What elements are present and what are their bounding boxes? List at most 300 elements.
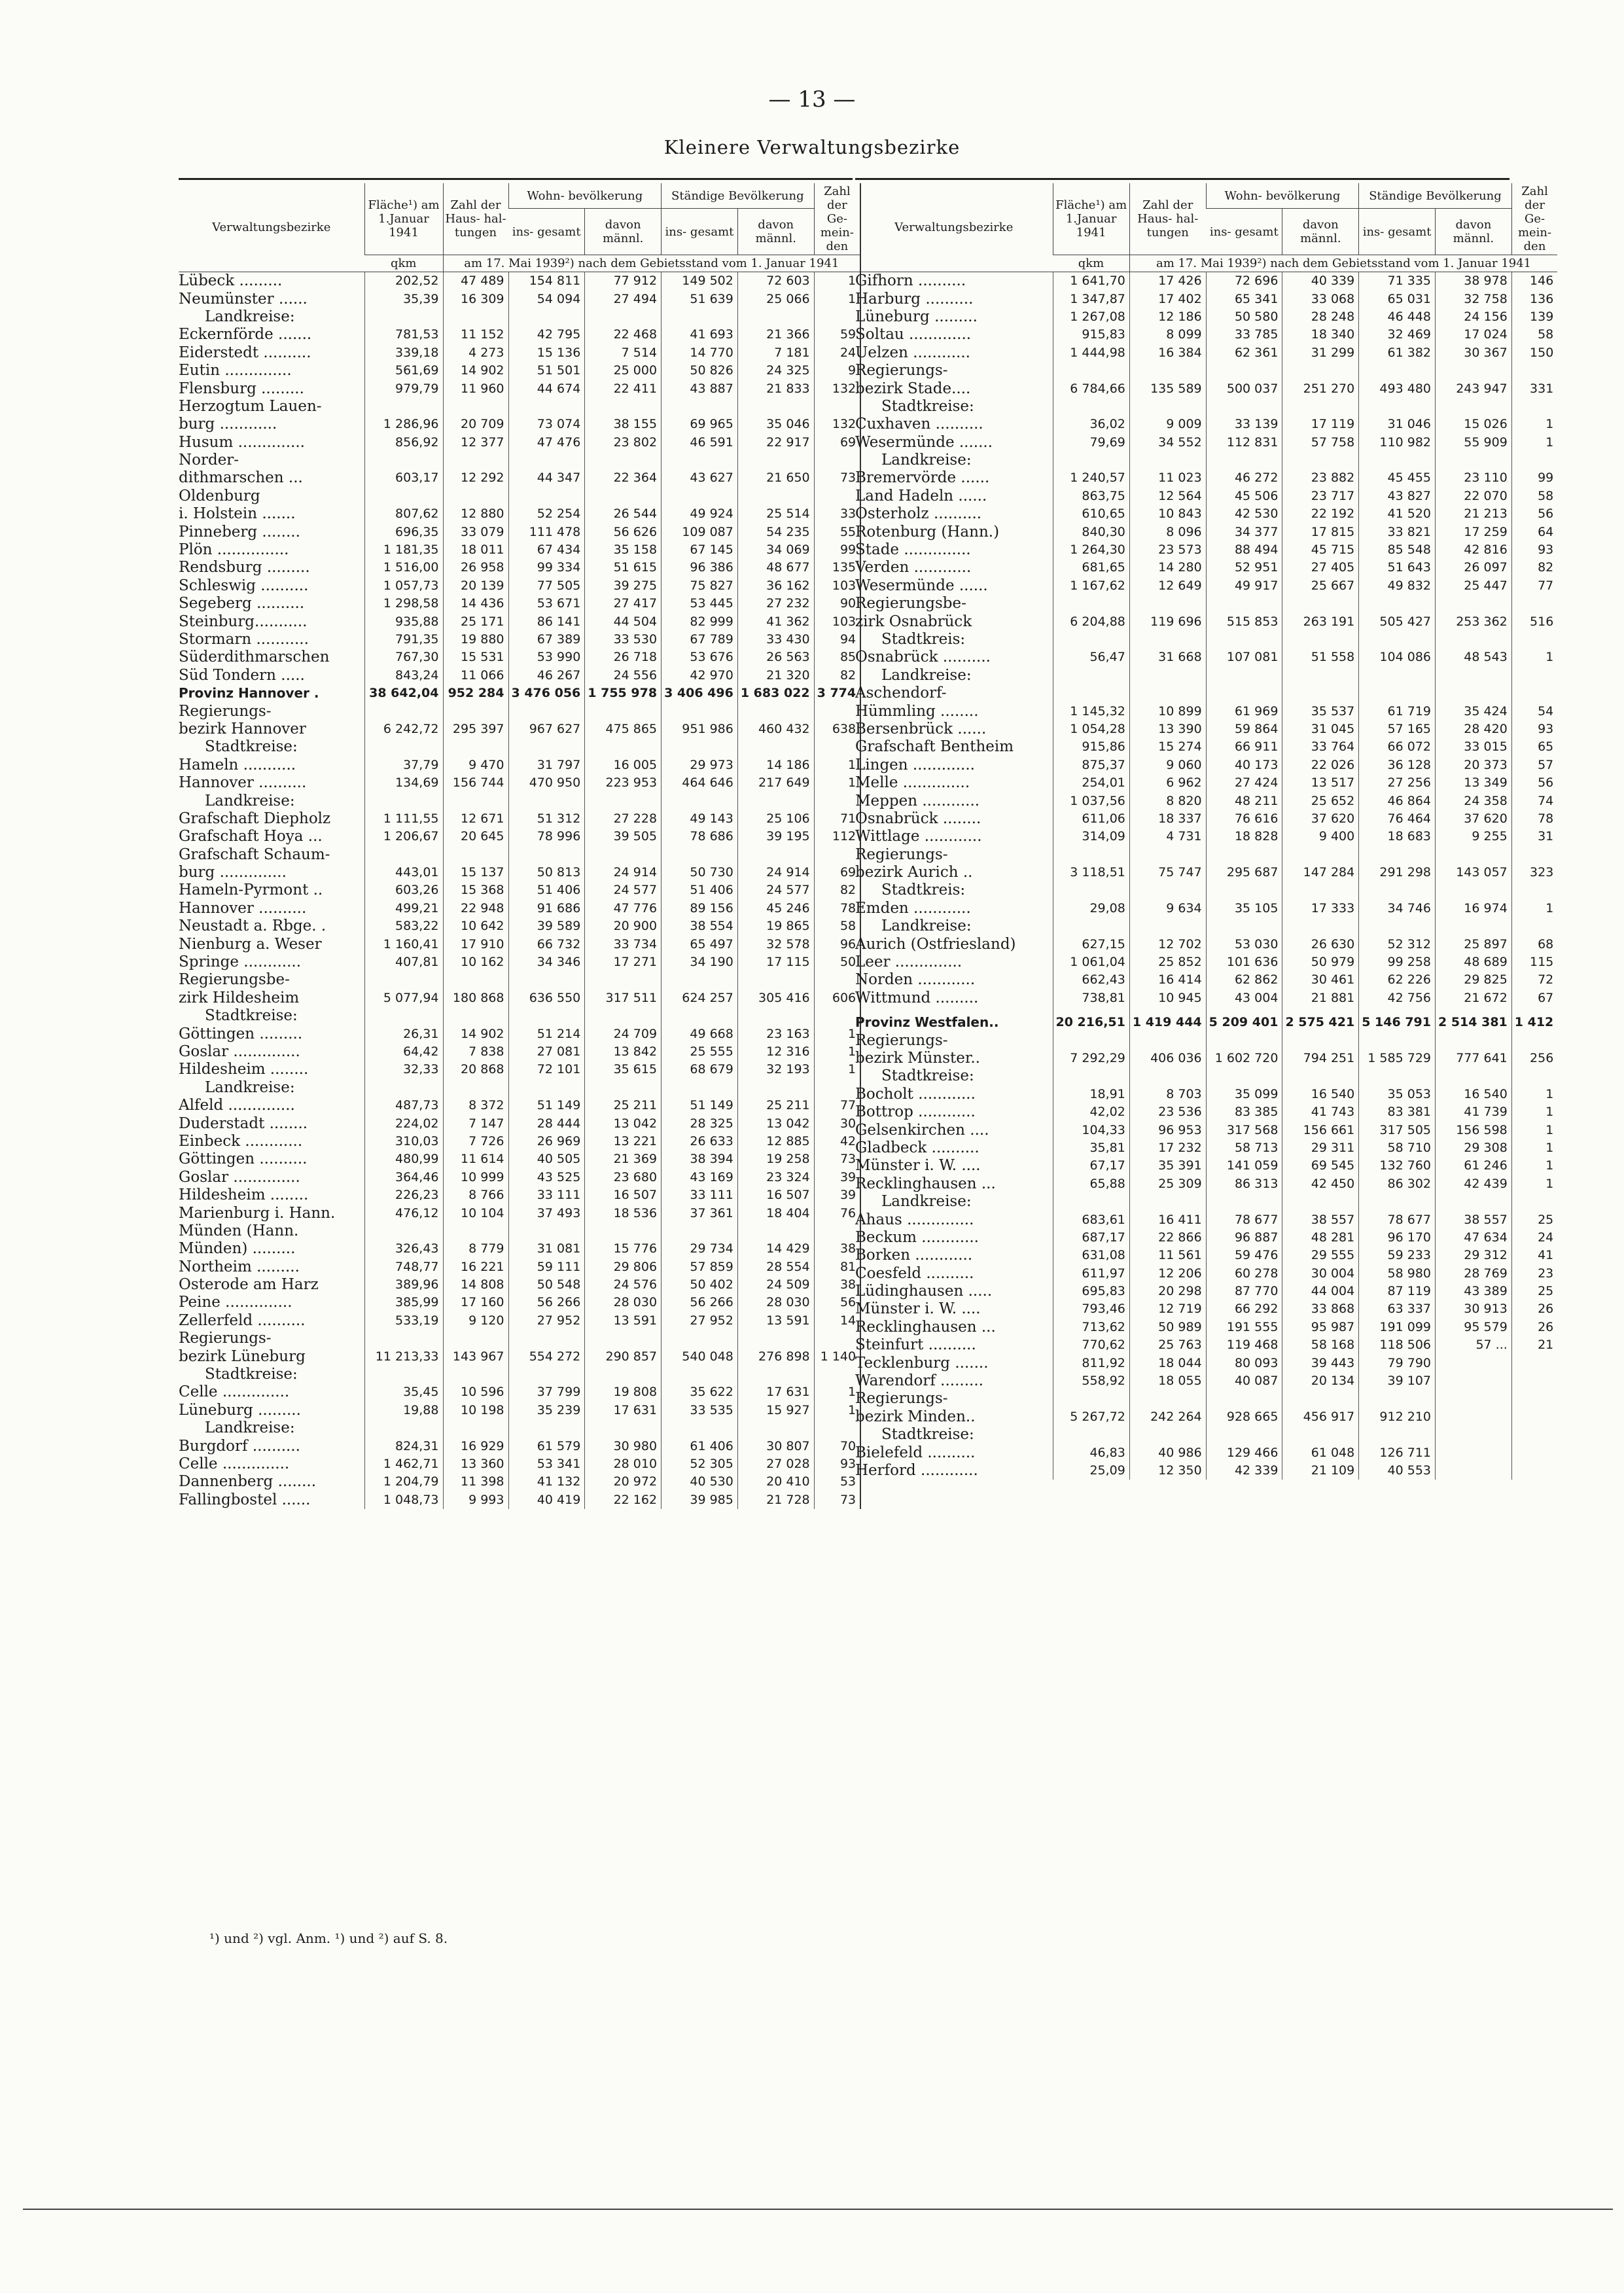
value-cell	[662, 1366, 738, 1383]
table-row	[855, 720, 1557, 738]
value-cell	[1129, 846, 1206, 864]
value-cell: 104 086	[1359, 649, 1436, 666]
district-name: Bottrop ............	[855, 1103, 976, 1121]
value-cell: 26 969	[508, 1133, 585, 1150]
value-cell: 30 461	[1282, 971, 1359, 989]
table-row	[855, 1103, 1557, 1121]
value-cell: 14 429	[737, 1240, 814, 1258]
value-cell: 44 674	[508, 380, 585, 397]
value-cell: 45 246	[737, 900, 814, 917]
col-header-unit: qkm	[1053, 255, 1129, 272]
value-cell: 8 099	[1129, 326, 1206, 344]
value-cell: 21 881	[1282, 989, 1359, 1007]
value-cell: 13 349	[1436, 774, 1512, 792]
col-header-haushaltungen: Zahl der Haus- hal- tungen	[1129, 183, 1206, 255]
section-heading-row	[179, 1007, 860, 1025]
value-cell: 27 228	[585, 810, 662, 828]
value-cell	[1206, 595, 1282, 613]
value-cell	[443, 398, 508, 416]
section-heading: Stadtkreise:	[205, 1366, 298, 1383]
value-cell: 1 048,73	[364, 1491, 443, 1509]
value-cell: 627,15	[1053, 935, 1129, 953]
value-cell: 32 578	[737, 935, 814, 953]
table-row	[855, 649, 1557, 666]
value-cell: 33 821	[1359, 523, 1436, 541]
table-row	[855, 1336, 1557, 1354]
value-cell	[1359, 595, 1436, 613]
value-cell	[443, 1007, 508, 1025]
value-cell: 3 774	[814, 684, 860, 702]
col-header-davon: davon männl.	[585, 209, 662, 255]
value-cell	[1359, 667, 1436, 684]
value-cell: 24 509	[737, 1276, 814, 1294]
value-cell: 40 986	[1129, 1444, 1206, 1461]
value-cell	[1359, 1193, 1436, 1211]
value-cell: 3 406 496	[662, 684, 738, 702]
value-cell	[443, 1330, 508, 1347]
table-row	[179, 1186, 860, 1204]
value-cell	[1436, 1390, 1512, 1408]
value-cell: 18 828	[1206, 828, 1282, 845]
value-cell: 21 650	[737, 469, 814, 487]
value-cell	[1129, 362, 1206, 380]
value-cell: 32 758	[1436, 290, 1512, 308]
table-row	[179, 1383, 860, 1401]
value-cell: 603,17	[364, 469, 443, 487]
value-cell: 43 887	[662, 380, 738, 397]
value-cell: 20 709	[443, 416, 508, 433]
value-cell: 242 264	[1129, 1408, 1206, 1426]
value-cell	[443, 738, 508, 756]
value-cell	[737, 702, 814, 720]
value-cell: 42 756	[1359, 989, 1436, 1007]
value-cell: 22 026	[1282, 756, 1359, 774]
value-cell	[1511, 1372, 1557, 1390]
value-cell	[662, 1007, 738, 1025]
value-cell: 1 516,00	[364, 559, 443, 577]
value-cell: 12 186	[1129, 308, 1206, 326]
value-cell	[1206, 1031, 1282, 1049]
table-row	[855, 326, 1557, 344]
value-cell: 583,22	[364, 917, 443, 935]
value-cell: 65	[1511, 738, 1557, 756]
district-name: bezirk Lüneburg	[179, 1347, 306, 1365]
district-name: zirk Hildesheim	[179, 989, 300, 1006]
value-cell: 77 505	[508, 577, 585, 595]
table-row	[179, 290, 860, 308]
value-cell: 99	[814, 541, 860, 559]
table-row	[179, 756, 860, 774]
value-cell: 1	[814, 1402, 860, 1419]
value-cell: 1	[1511, 900, 1557, 917]
col-header-staendige: Ständige Bevölkerung	[662, 183, 815, 209]
value-cell: 470 950	[508, 774, 585, 792]
value-cell: 317 505	[1359, 1121, 1436, 1139]
value-cell: 33 139	[1206, 416, 1282, 433]
section-heading-row	[179, 1079, 860, 1097]
value-cell	[1053, 881, 1129, 899]
value-cell: 25 309	[1129, 1175, 1206, 1193]
value-cell: 27 232	[737, 595, 814, 613]
value-cell: 1	[1511, 416, 1557, 433]
district-name: Lüdinghausen .....	[855, 1283, 993, 1300]
value-cell: 9 120	[443, 1312, 508, 1330]
value-cell: 738,81	[1053, 989, 1129, 1007]
value-cell	[1511, 362, 1557, 380]
value-cell: 28 010	[585, 1455, 662, 1473]
value-cell: 611,06	[1053, 810, 1129, 828]
value-cell	[662, 846, 738, 864]
district-name: bezirk Hannover	[179, 720, 306, 738]
value-cell: 54	[1511, 702, 1557, 720]
value-cell: 58	[1511, 488, 1557, 505]
value-cell: 16 384	[1129, 344, 1206, 362]
value-cell	[364, 452, 443, 469]
table-row	[855, 1007, 1557, 1014]
value-cell: 24 577	[737, 881, 814, 899]
district-name: Grafschaft Diepholz	[179, 809, 331, 827]
value-cell: 68	[1511, 935, 1557, 953]
value-cell: 66 911	[1206, 738, 1282, 756]
table-row	[179, 953, 860, 971]
value-cell: 34 377	[1206, 523, 1282, 541]
table-row	[179, 989, 860, 1007]
right-data-table	[855, 183, 1557, 1480]
value-cell	[1359, 917, 1436, 935]
value-cell: 29 312	[1436, 1247, 1512, 1264]
value-cell: 1 641,70	[1053, 272, 1129, 291]
value-cell: 305 416	[737, 989, 814, 1007]
value-cell	[814, 398, 860, 416]
top-rule-left	[179, 178, 853, 180]
value-cell: 82 999	[662, 613, 738, 630]
value-cell: 5 146 791	[1359, 1014, 1436, 1031]
table-row	[855, 505, 1557, 523]
table-row	[855, 792, 1557, 809]
value-cell	[508, 1079, 585, 1097]
section-heading: Landkreise:	[205, 1078, 295, 1096]
section-heading: Regierungs-	[855, 845, 948, 863]
value-cell: 35,81	[1053, 1139, 1129, 1157]
value-cell: 16 974	[1436, 900, 1512, 917]
table-row	[179, 774, 860, 792]
value-cell	[1053, 917, 1129, 935]
section-heading-row	[179, 971, 860, 989]
value-cell	[364, 846, 443, 864]
value-cell: 611,97	[1053, 1264, 1129, 1282]
value-cell: 290 857	[585, 1347, 662, 1365]
section-heading-row	[855, 398, 1557, 416]
value-cell: 34 552	[1129, 434, 1206, 452]
value-cell: 61 048	[1282, 1444, 1359, 1461]
value-cell: 132	[814, 380, 860, 397]
value-cell: 35 391	[1129, 1157, 1206, 1175]
value-cell: 27 028	[737, 1455, 814, 1473]
district-name: Melle ..............	[855, 774, 970, 792]
value-cell	[364, 1330, 443, 1347]
value-cell: 76 616	[1206, 810, 1282, 828]
table-row	[179, 1240, 860, 1258]
value-cell	[1129, 917, 1206, 935]
value-cell: 73	[814, 1150, 860, 1168]
section-heading-row	[855, 846, 1557, 864]
table-row	[855, 488, 1557, 505]
value-cell: 389,96	[364, 1276, 443, 1294]
value-cell: 78 677	[1206, 1211, 1282, 1228]
value-cell: 1 181,35	[364, 541, 443, 559]
value-cell: 1 419 444	[1129, 1014, 1206, 1031]
value-cell	[443, 792, 508, 809]
value-cell	[1053, 398, 1129, 416]
value-cell: 487,73	[364, 1097, 443, 1114]
district-name: Land Hadeln ......	[855, 487, 987, 505]
value-cell: 96 953	[1129, 1121, 1206, 1139]
value-cell	[585, 398, 662, 416]
value-cell: 86 141	[508, 613, 585, 630]
value-cell	[1436, 1408, 1512, 1426]
section-heading: Regierungsbe-	[179, 971, 290, 989]
district-name: Bocholt ............	[855, 1085, 976, 1103]
value-cell: 61 719	[1359, 702, 1436, 720]
table-row	[179, 684, 860, 702]
value-cell: 793,46	[1053, 1300, 1129, 1318]
district-name: Ahaus ..............	[855, 1211, 974, 1228]
value-cell: 687,17	[1053, 1229, 1129, 1247]
value-cell	[1206, 631, 1282, 649]
value-cell: 33 535	[662, 1402, 738, 1419]
value-cell	[1206, 881, 1282, 899]
value-cell: 56 266	[508, 1294, 585, 1311]
value-cell: 456 917	[1282, 1408, 1359, 1426]
district-name: Göttingen ..........	[179, 1150, 308, 1168]
value-cell	[585, 1419, 662, 1437]
value-cell: 50 580	[1206, 308, 1282, 326]
value-cell: 1	[1511, 434, 1557, 452]
value-cell: 75 827	[662, 577, 738, 595]
value-cell: 53 990	[508, 649, 585, 666]
value-cell: 17 119	[1282, 416, 1359, 433]
value-cell: 12 350	[1129, 1462, 1206, 1480]
value-cell: 27 424	[1206, 774, 1282, 792]
table-row	[179, 559, 860, 577]
value-cell: 28 030	[737, 1294, 814, 1311]
value-cell: 40 339	[1282, 272, 1359, 291]
value-cell: 53 671	[508, 595, 585, 613]
value-cell	[662, 738, 738, 756]
col-header-insgesamt: ins- gesamt	[508, 209, 585, 255]
value-cell: 149 502	[662, 272, 738, 291]
value-cell: 1 585 729	[1359, 1050, 1436, 1067]
value-cell: 104,33	[1053, 1121, 1129, 1139]
value-cell: 17 271	[585, 953, 662, 971]
table-row	[179, 344, 860, 362]
value-cell: 74	[1511, 792, 1557, 809]
value-cell: 27 952	[508, 1312, 585, 1330]
value-cell	[662, 792, 738, 809]
value-cell	[1511, 846, 1557, 864]
value-cell	[1359, 846, 1436, 864]
value-cell: 59 233	[1359, 1247, 1436, 1264]
value-cell: 33 734	[585, 935, 662, 953]
district-name: Zellerfeld ..........	[179, 1311, 306, 1329]
value-cell	[364, 1079, 443, 1097]
value-cell	[1436, 846, 1512, 864]
value-cell: 35,39	[364, 290, 443, 308]
value-cell	[1359, 631, 1436, 649]
district-name: Süderdithmarschen	[179, 649, 330, 666]
value-cell: 53 676	[662, 649, 738, 666]
value-cell: 42 816	[1436, 541, 1512, 559]
value-cell	[1282, 1067, 1359, 1085]
value-cell: 14 902	[443, 1025, 508, 1042]
district-name: Wesermünde .......	[855, 433, 993, 451]
value-cell: 18 404	[737, 1204, 814, 1222]
value-cell	[364, 488, 443, 505]
value-cell: 43 627	[662, 469, 738, 487]
value-cell: 34 346	[508, 953, 585, 971]
value-cell	[1206, 917, 1282, 935]
value-cell: 52 305	[662, 1455, 738, 1473]
value-cell: 29 973	[662, 756, 738, 774]
value-cell	[814, 702, 860, 720]
value-cell: 323	[1511, 864, 1557, 881]
value-cell: 48 281	[1282, 1229, 1359, 1247]
value-cell	[443, 1419, 508, 1437]
section-heading-row	[855, 684, 1557, 702]
value-cell: 73	[814, 469, 860, 487]
value-cell: 18 011	[443, 541, 508, 559]
district-name: Leer ..............	[855, 953, 962, 971]
value-cell: 6 242,72	[364, 720, 443, 738]
value-cell: 8 820	[1129, 792, 1206, 809]
value-cell: 28 248	[1282, 308, 1359, 326]
value-cell	[1206, 684, 1282, 702]
value-cell: 156 744	[443, 774, 508, 792]
value-cell: 24 709	[585, 1025, 662, 1042]
col-header-flaeche: Fläche¹) am 1.Januar 1941	[1053, 183, 1129, 255]
value-cell	[1511, 1354, 1557, 1372]
value-cell: 37,79	[364, 756, 443, 774]
district-name: Fallingbostel ......	[179, 1491, 311, 1508]
col-header-insgesamt: ins- gesamt	[1359, 209, 1436, 255]
table-row	[179, 1043, 860, 1061]
value-cell: 21 833	[737, 380, 814, 397]
value-cell: 1	[814, 272, 860, 291]
value-cell: 51 214	[508, 1025, 585, 1042]
value-cell: 135 589	[1129, 380, 1206, 397]
value-cell	[1282, 667, 1359, 684]
value-cell: 31 046	[1359, 416, 1436, 433]
value-cell: 78	[1511, 810, 1557, 828]
value-cell: 62 862	[1206, 971, 1282, 989]
district-name: Wittlage ............	[855, 828, 982, 845]
value-cell: 34 746	[1359, 900, 1436, 917]
value-cell: 27 952	[662, 1312, 738, 1330]
value-cell: 1 160,41	[364, 935, 443, 953]
value-cell: 25 555	[662, 1043, 738, 1061]
value-cell: 1 057,73	[364, 577, 443, 595]
value-cell: 61 579	[508, 1437, 585, 1455]
table-row	[855, 541, 1557, 559]
value-cell: 499,21	[364, 900, 443, 917]
value-cell	[1282, 1007, 1359, 1014]
value-cell	[1206, 1193, 1282, 1211]
value-cell: 39 443	[1282, 1354, 1359, 1372]
value-cell: 33 015	[1436, 738, 1512, 756]
value-cell: 118 506	[1359, 1336, 1436, 1354]
district-name: Husum ..............	[179, 433, 305, 451]
table-row	[855, 272, 1557, 291]
value-cell	[814, 488, 860, 505]
value-cell: 18 536	[585, 1204, 662, 1222]
table-row	[179, 720, 860, 738]
value-cell: 26 097	[1436, 559, 1512, 577]
value-cell	[1436, 631, 1512, 649]
value-cell	[364, 792, 443, 809]
value-cell: 15 368	[443, 881, 508, 899]
value-cell	[814, 1222, 860, 1240]
value-cell: 26 563	[737, 649, 814, 666]
value-cell: 25 447	[1436, 577, 1512, 595]
value-cell: 35 099	[1206, 1086, 1282, 1103]
table-row	[179, 577, 860, 595]
value-cell: 558,92	[1053, 1372, 1129, 1390]
value-cell: 29 308	[1436, 1139, 1512, 1157]
value-cell: 9 060	[1129, 756, 1206, 774]
value-cell: 48 211	[1206, 792, 1282, 809]
district-name: zirk Osnabrück	[855, 613, 972, 630]
value-cell: 86 313	[1206, 1175, 1282, 1193]
value-cell	[1359, 452, 1436, 469]
col-header-bezirke: Verwaltungsbezirke	[179, 183, 364, 272]
value-cell: 67,17	[1053, 1157, 1129, 1175]
value-cell: 13 591	[585, 1312, 662, 1330]
value-cell: 13 042	[737, 1114, 814, 1132]
table-row	[855, 1157, 1557, 1175]
value-cell: 38	[814, 1240, 860, 1258]
table-row	[855, 935, 1557, 953]
value-cell: 71 335	[1359, 272, 1436, 291]
value-cell: 19 865	[737, 917, 814, 935]
value-cell	[585, 1330, 662, 1347]
value-cell: 40 087	[1206, 1372, 1282, 1390]
value-cell: 24 914	[585, 864, 662, 881]
value-cell: 29 734	[662, 1240, 738, 1258]
value-cell: 40 173	[1206, 756, 1282, 774]
value-cell	[1282, 1426, 1359, 1444]
value-cell: 55	[814, 523, 860, 541]
value-cell: 103	[814, 577, 860, 595]
value-cell: 85 548	[1359, 541, 1436, 559]
value-cell: 90	[814, 595, 860, 613]
value-cell	[1359, 684, 1436, 702]
value-cell: 533,19	[364, 1312, 443, 1330]
value-cell: 30 980	[585, 1437, 662, 1455]
value-cell: 57 ...	[1436, 1336, 1512, 1354]
district-name: Eiderstedt ..........	[179, 344, 311, 361]
section-heading: Regierungs-	[855, 362, 948, 380]
table-row	[179, 595, 860, 613]
value-cell: 253 362	[1436, 613, 1512, 630]
value-cell: 41 132	[508, 1473, 585, 1491]
section-heading: Regierungs-	[179, 1330, 272, 1347]
value-cell: 16 929	[443, 1437, 508, 1455]
value-cell	[1129, 1067, 1206, 1085]
value-cell: 35 537	[1282, 702, 1359, 720]
table-row	[179, 1258, 860, 1275]
value-cell: 42 439	[1436, 1175, 1512, 1193]
district-name: Recklinghausen ...	[855, 1318, 996, 1336]
